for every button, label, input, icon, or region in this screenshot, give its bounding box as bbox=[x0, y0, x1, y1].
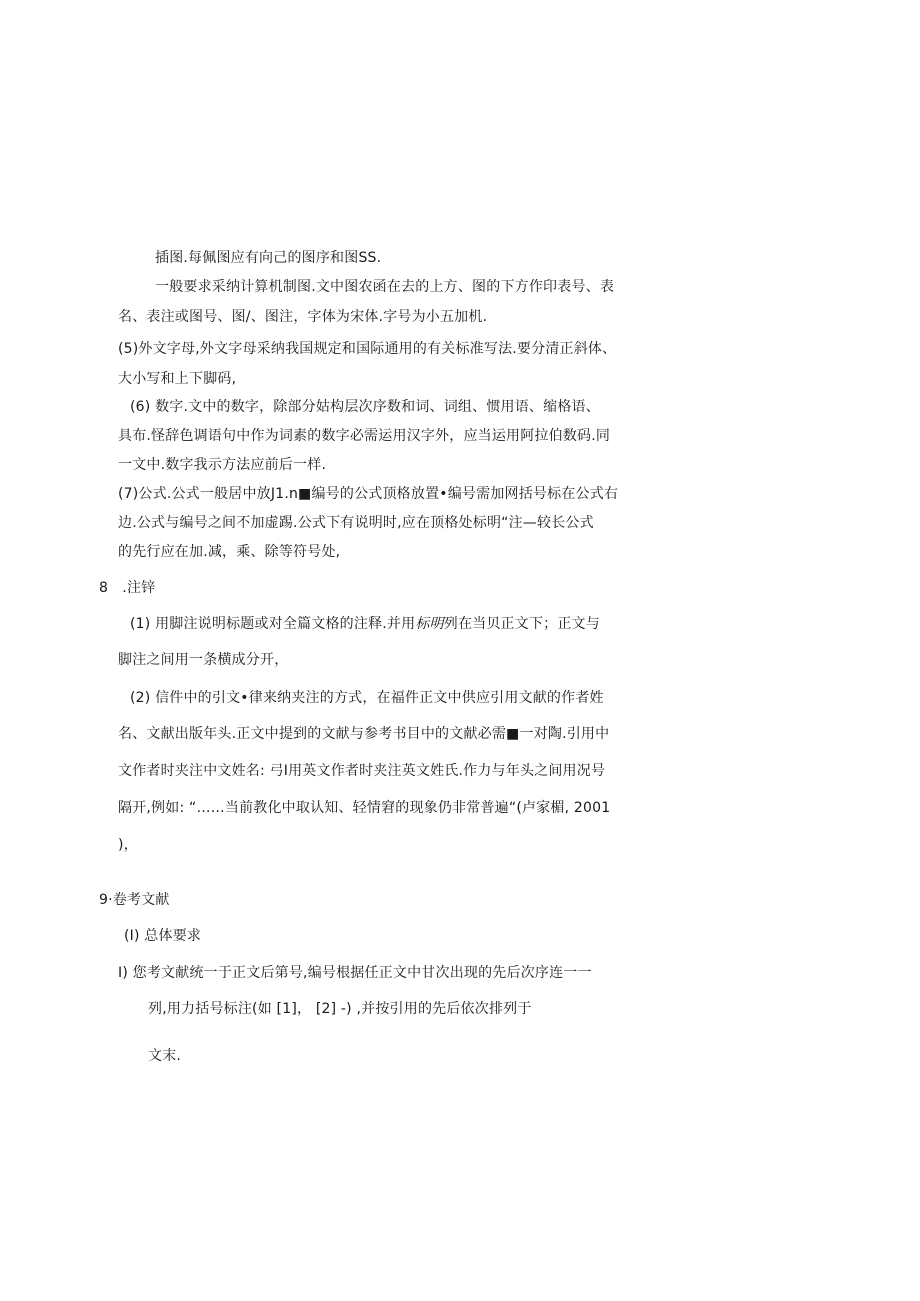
paragraph-line: (2) 信件中的引文•律来纳夹注的方式，在福件正文中供应引用文献的作者姓 bbox=[130, 690, 604, 706]
paragraph-line: 名、表注或图号、图/、图注，字体为宋体.字号为小五加机. bbox=[118, 309, 488, 325]
section-heading: 8 .注锌 bbox=[99, 580, 156, 596]
subsection-heading: (I) 总体要求 bbox=[124, 928, 202, 944]
paragraph-line: 边.公式与编号之间不加虚踢.公式下有说明时,应在顶格处标明“注—较长公式 bbox=[118, 515, 594, 531]
paragraph-line: (5)外文字母,外文字母采纳我国规定和国际通用的有关标准写法.要分清正斜体、 bbox=[118, 341, 617, 357]
paragraph-line: 脚注之间用一条横成分开， bbox=[118, 652, 289, 668]
paragraph-line: 大小写和上下脚码, bbox=[118, 371, 237, 387]
paragraph-line: (6) 数字.文中的数字，除部分姑构层次序数和词、词组、惯用语、缩格语、 bbox=[130, 399, 600, 415]
section-heading: 9·卷考文献 bbox=[99, 892, 170, 908]
list-item: I) 您考文献统一于正文后第号,编号根据任正文中甘次出现的先后次序连一一 bbox=[118, 965, 592, 981]
paragraph-line: 列,用力括号标注(如 [1]， [2] -) ,并按引用的先后依次排列于 bbox=[148, 1001, 532, 1017]
paragraph-line: 具布.怪辞色调语句中作为词素的数字必需运用汉字外，应当运用阿拉伯数码.同 bbox=[118, 428, 611, 444]
paragraph-line: (7)公式.公式一般居中放J1.n■编号的公式顶格放置•编号需加网括号标在公式右 bbox=[118, 486, 619, 502]
paragraph-line: 插图.每佩图应有向己的图序和图SS. bbox=[155, 250, 382, 266]
paragraph-line: )， bbox=[118, 837, 138, 853]
text-run: 列在当贝正文下；正文与 bbox=[443, 616, 600, 632]
paragraph-line: 名、文献出版年头.正文中提到的文献与参考书目中的文献必需■一对陶.引用中 bbox=[118, 726, 610, 742]
paragraph-line: 文作者时夹注中文姓名: 弓I用英文作者时夹注英文姓氏.作力与年头之间用况号 bbox=[118, 763, 606, 779]
paragraph-line bbox=[130, 614, 600, 634]
italic-text-run: 标明 bbox=[415, 616, 444, 632]
paragraph-line: 的先行应在加.减，乘、除等符号处, bbox=[118, 544, 341, 560]
paragraph-line: 一般要求采纳计算机制图.文中图农函在去的上方、图的下方作印表号、表 bbox=[155, 279, 615, 295]
paragraph-line: 隔开,例如: “……当前教化中取认知、轻情窘的现象仍非常普遍“(卢家楣, 2001 bbox=[118, 800, 611, 816]
paragraph-line: 一文中.数字我示方法应前后一样. bbox=[118, 457, 327, 473]
text-run: (1) 用脚注说明标题或对全篇文格的注释.并用 bbox=[130, 616, 416, 632]
paragraph-line: 文末. bbox=[148, 1048, 182, 1064]
